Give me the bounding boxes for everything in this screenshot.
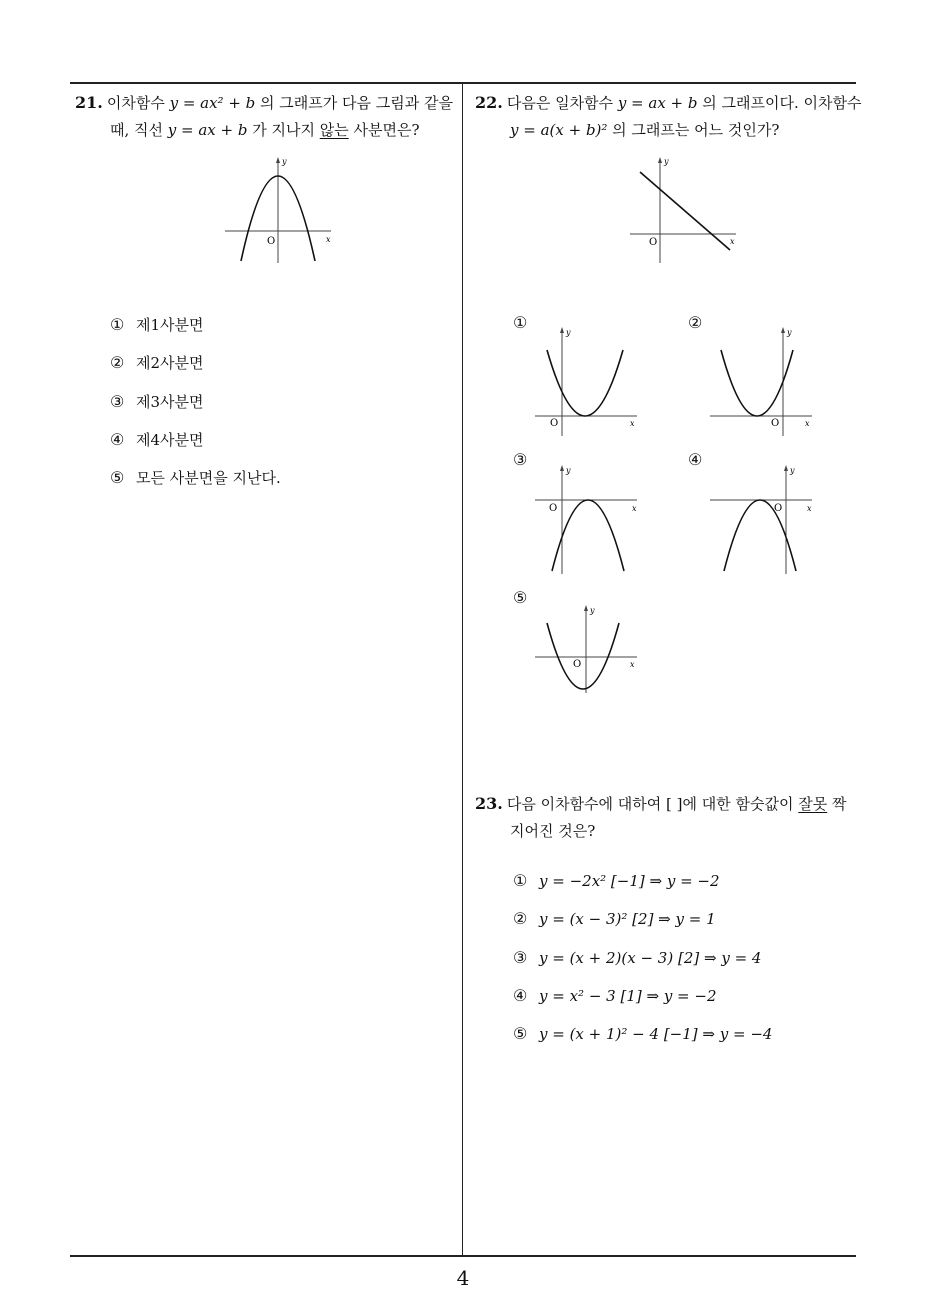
q22-choice-2-graph[interactable] [710, 325, 820, 440]
graph-y-label: y [664, 157, 669, 166]
graph-y-label: y [566, 328, 571, 337]
q22-choice-1-mark[interactable]: ① [513, 313, 528, 332]
q23-option-3[interactable]: ③ y = (x + 2)(x − 3) [2] ⇒ y = 4 [513, 948, 762, 967]
q21-option-2[interactable]: ② 제2사분면 [110, 353, 204, 372]
graph-x-label: x [630, 660, 635, 669]
q21-parabola-graph [225, 155, 340, 267]
graph-y-label: y [566, 466, 571, 475]
question-22: 22. 다음은 일차함수 y = ax + b 의 그래프이다. 이차함수 y = a(x + b)² 의 그래프는 어느 것인가? [475, 93, 862, 139]
underlined-word: 잘못 [798, 795, 828, 813]
q22-choice-5-graph[interactable] [535, 603, 645, 698]
q21-option-4[interactable]: ④ 제4사분면 [110, 430, 204, 449]
q23-option-4[interactable]: ④ y = x² − 3 [1] ⇒ y = −2 [513, 986, 717, 1005]
graph-origin-label: O [573, 659, 582, 670]
graph-x-label: x [326, 235, 331, 244]
underlined-word: 않는 [319, 121, 349, 139]
graph-x-label: x [632, 504, 637, 513]
q23-option-2[interactable]: ② y = (x − 3)² [2] ⇒ y = 1 [513, 909, 716, 928]
q21-option-5[interactable]: ⑤ 모든 사분면을 지난다. [110, 468, 281, 487]
q22-choice-2-mark[interactable]: ② [688, 313, 703, 332]
bottom-rule [70, 1255, 856, 1257]
question-number: 22. [475, 93, 503, 112]
graph-x-label: x [805, 419, 810, 428]
q22-choice-4-mark[interactable]: ④ [688, 450, 703, 469]
q22-choice-3-mark[interactable]: ③ [513, 450, 528, 469]
q23-option-5[interactable]: ⑤ y = (x + 1)² − 4 [−1] ⇒ y = −4 [513, 1024, 773, 1043]
math-expression: y = ax + b [617, 94, 698, 112]
graph-y-label: y [790, 466, 795, 475]
q22-choice-4-graph[interactable] [710, 463, 820, 578]
graph-origin-label: O [774, 503, 783, 514]
graph-x-label: x [630, 419, 635, 428]
q21-option-3[interactable]: ③ 제3사분면 [110, 392, 204, 411]
question-21: 21. 이차함수 y = ax² + b 의 그래프가 다음 그림과 같을 때, 직선 y = ax + b 가 지나지 않는 사분면은? [75, 93, 454, 139]
question-number: 21. [75, 93, 103, 112]
graph-y-label: y [282, 157, 287, 166]
graph-origin-label: O [267, 236, 276, 247]
q21-option-1[interactable]: ① 제1사분면 [110, 315, 204, 334]
question-23: 23. 다음 이차함수에 대하여 [ ]에 대한 함숫값이 잘못 짝 지어진 것은? [475, 794, 847, 840]
q23-option-1[interactable]: ① y = −2x² [−1] ⇒ y = −2 [513, 871, 720, 890]
question-number: 23. [475, 794, 503, 813]
top-rule [70, 82, 856, 84]
graph-origin-label: O [649, 237, 658, 248]
math-expression: y = ax + b [167, 121, 248, 139]
graph-x-label: x [807, 504, 812, 513]
q22-choice-5-mark[interactable]: ⑤ [513, 588, 528, 607]
math-expression: y = a(x + b)² [510, 121, 608, 139]
page-number: 4 [456, 1266, 470, 1290]
graph-origin-label: O [549, 503, 558, 514]
q22-choice-1-graph[interactable] [535, 325, 645, 440]
graph-y-label: y [590, 606, 595, 615]
q22-line-graph [630, 155, 745, 267]
graph-x-label: x [730, 237, 735, 246]
graph-origin-label: O [550, 418, 559, 429]
q22-choice-3-graph[interactable] [535, 463, 645, 578]
graph-origin-label: O [771, 418, 780, 429]
graph-y-label: y [787, 328, 792, 337]
math-expression: y = ax² + b [169, 94, 256, 112]
column-divider [462, 82, 463, 1257]
